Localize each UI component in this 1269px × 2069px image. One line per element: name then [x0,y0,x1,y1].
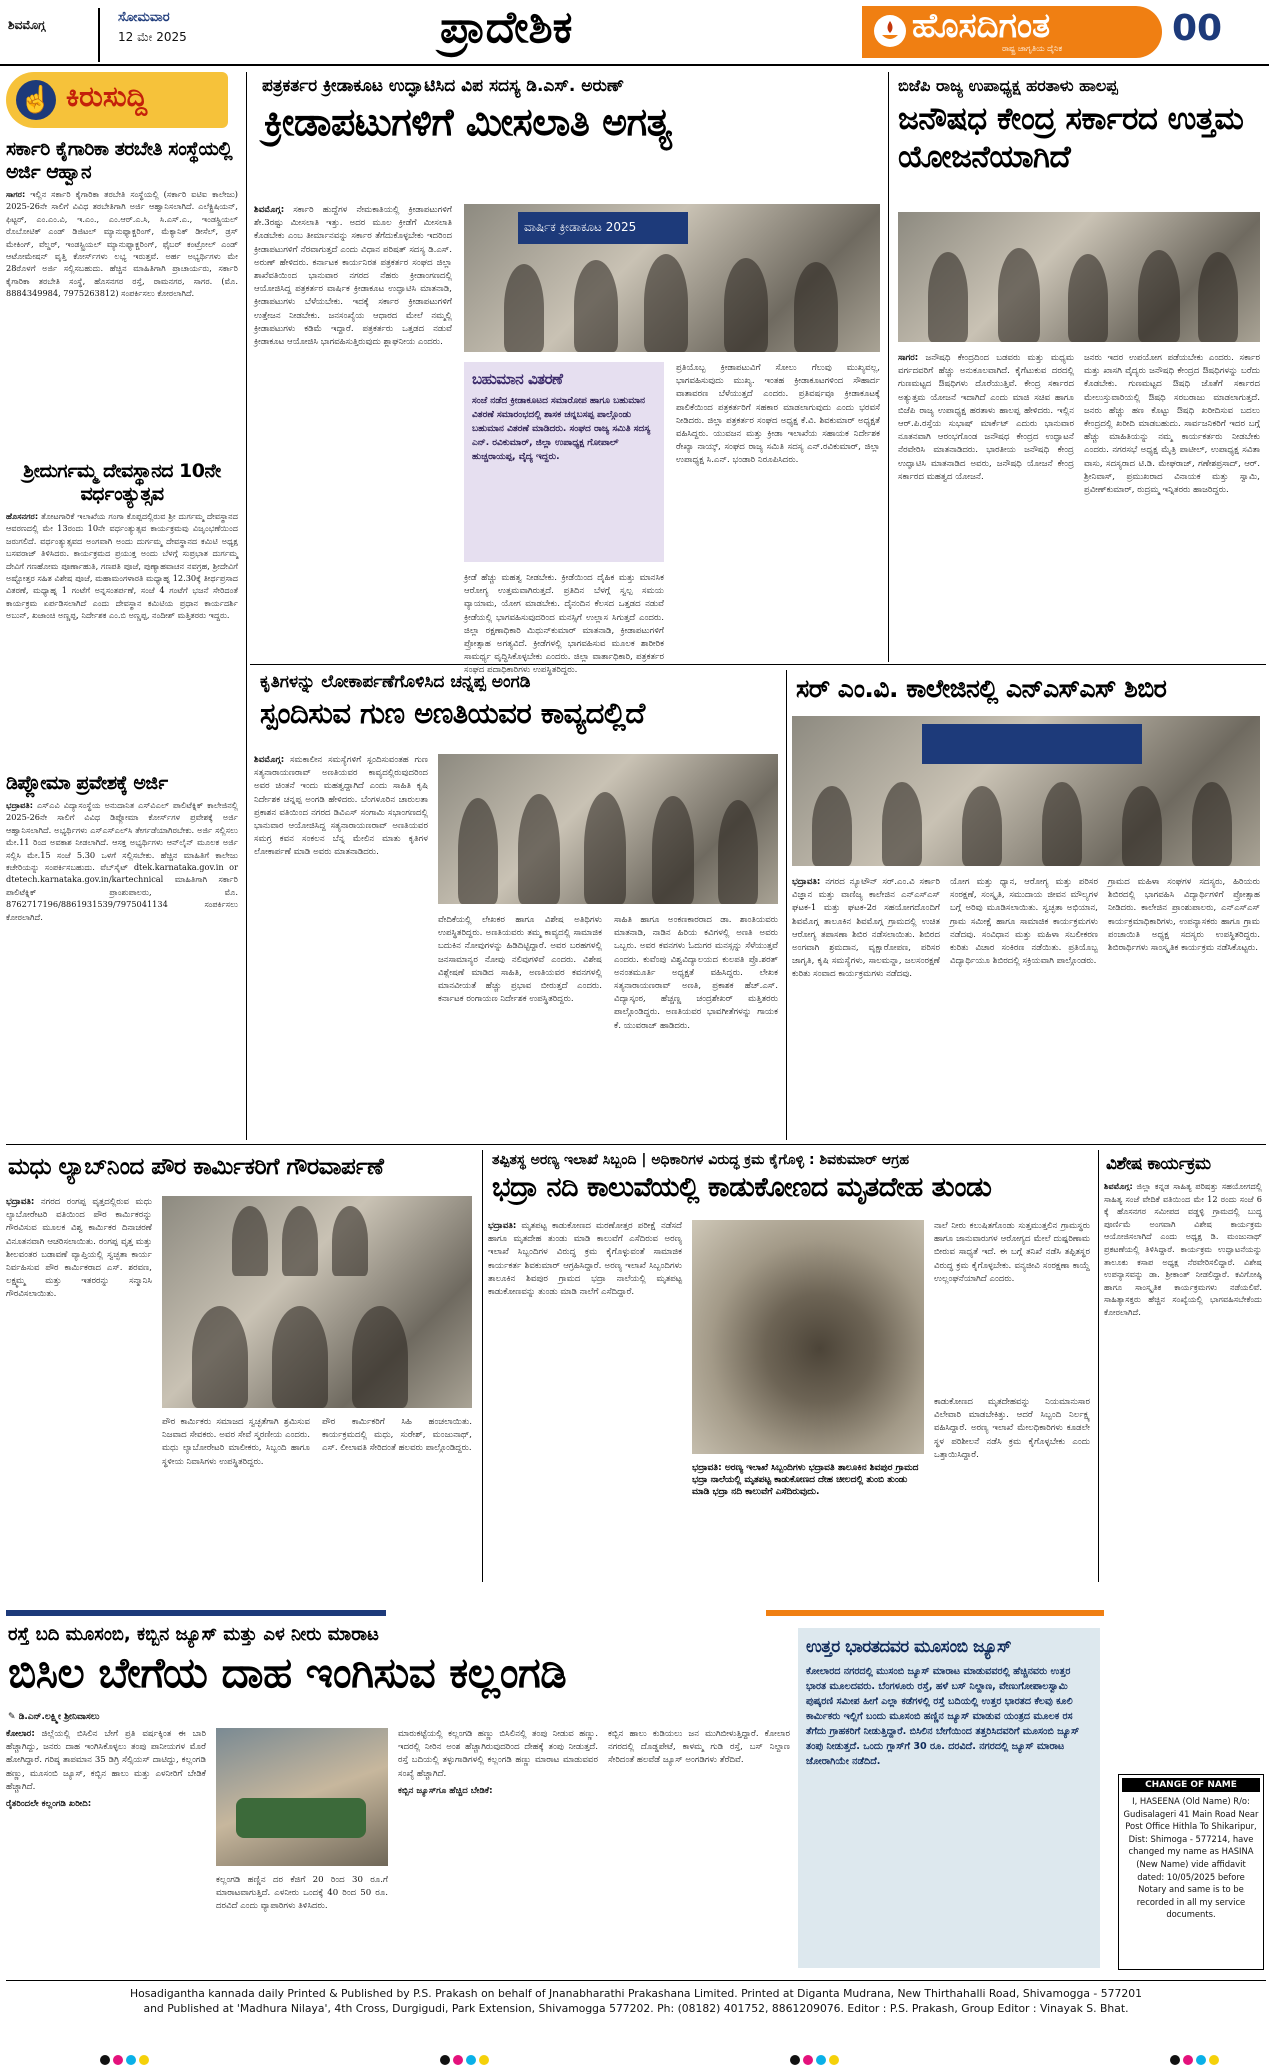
brief-2-dateline: ಹೊಸನಗರ: [6,511,39,521]
brief-1 [6,138,238,300]
story8-col1-text: ಜಿಲ್ಲೆಯಲ್ಲಿ ಬಿಸಿಲಿನ ಬೇಗೆ ಪ್ರತಿ ವರ್ಷಕ್ಕಿಂತ ಈ ಬಾರಿ ಹೆಚ್ಚಾಗಿದ್ದು, ಜನರು ದಾಹ ಇಂಗಿಸಿಕೊಳ್ಳಲು ತಂಪು ಪಾನೀಯಗಳ ಮೊರೆ ಹೋಗಿದ್ದಾರೆ. ಗರಿಷ್ಠ ತಾಪಮಾನ 35 ಡಿಗ್ರಿ ಸೆಲ್ಸಿಯಸ್ ದಾಟಿದ್ದು, ಕಲ್ಲಂಗಡಿ ಹಣ್ಣು, ಮೂಸಂಬಿ ಜ್ಯೂಸ್, ಕಬ್ಬಿನ ಹಾಲು ಮತ್ತು ಎಳನೀರಿಗೆ ಬೇಡಿಕೆ ಹೆಚ್ಚಾಗಿದೆ. [6,1729,206,1792]
lamp-icon [874,15,906,47]
story5-dateline: ಭದ್ರಾವತಿ: [6,1197,35,1207]
page-number: 00 [1172,8,1223,49]
story1-photo [464,204,880,352]
col-rule-3 [786,670,787,1140]
story3-col1 [254,754,428,1138]
sidebox-title: ಉತ್ತರ ಭಾರತದವರ ಮೂಸಂಬಿ ಜ್ಯೂಸ್ [806,1637,1012,1657]
story6-col3: ಕಾಡುಕೋಣದ ಮೃತದೇಹವನ್ನು ನಿಯಮಾನುಸಾರ ವಿಲೇವಾರಿ ಮಾಡಬೇಕಿತ್ತು. ಆದರೆ ಸಿಬ್ಬಂದಿ ನಿರ್ಲಕ್ಷ್ಯ ವಹಿಸಿದ್ದಾರೆ. ಅರಣ್ಯ ಇಲಾಖೆ ಮೇಲಧಿಕಾರಿಗಳು ಕೂಡಲೇ ಸ್ಥಳ ಪರಿಶೀಲನೆ ನಡೆಸಿ ಕ್ರಮ ಕೈಗೊಳ್ಳಬೇಕು ಎಂದು ಒತ್ತಾಯಿಸಿದ್ದಾರೆ. [934,1397,1090,1460]
registration-marks-left [100,2050,152,2069]
story5-col1 [6,1196,152,1576]
col-rule-5 [482,1150,483,1582]
imprint-line1: Hosadigantha kannada daily Printed & Published by P.S. Prakash on behalf of Jnanabharathi Prakashana Limited. Printed at Diganta Mudrana, New Thirthahalli Road, Shivamogga - 577201 [130,1987,1142,2000]
notice-title: CHANGE OF NAME [1122,1778,1260,1792]
imprint-line2: and Published at 'Madhura Nilaya', 4th Cross, Durgigudi, Park Extension, Shivamogga 577202. Ph: (08182) 401752, 8861209076. Editor : P.S. Prakash, Group Editor : Vinayak S. Bhat. [143,2002,1129,2015]
story5-photo [162,1196,472,1408]
story8-kicker: ರಸ್ತೆ ಬದಿ ಮೂಸಂಬಿ, ಕಬ್ಬಿನ ಜ್ಯೂಸ್ ಮತ್ತು ಎಳ ನೀರು ಮಾರಾಟ [8,1624,379,1645]
story-watermelon [6,1622,1104,1974]
story1-dateline: ಶಿವಮೊಗ್ಗ: [254,205,285,215]
brief-1-text: ಇಲ್ಲಿನ ಸರ್ಕಾರಿ ಕೈಗಾರಿಕಾ ತರಬೇತಿ ಸಂಸ್ಥೆಯಲ್ಲಿ (ಸರ್ಕಾರಿ ಐಟಿಐ ಕಾಲೇಜು) 2025-26ನೇ ಸಾಲಿಗೆ ವಿವಿಧ ತರಬೇತಿಗಾಗಿ ಅರ್ಜಿ ಆಹ್ವಾನಿಸಲಾಗಿದೆ. ಎಲೆಕ್ಟ್ರಿಷಿಯನ್, ಫಿಟ್ಟರ್, ಎಂ.ಎಂ.ವಿ, ಇ.ಎಂ., ಎಂ.ಆರ್.ಎ.ಸಿ, ಸಿ.ಎಸ್.ಎ., ಇಂಡಸ್ಟ್ರಿಯಲ್ ರೊಬೋಟಿಕ್ ಎಂಡ್ ಡಿಜಿಟಲ್ ಮ್ಯಾನುಫ್ಯಾಕ್ಚರಿಂಗ್, ಮೆಕ್ಯಾನಿಕ್ ಡೀಸೆಲ್, ಡ್ರಸ್ ಮೇಕಿಂಗ್, ವೆಲ್ಡರ್, ಇಂಡಸ್ಟ್ರಿಯಲ್ ಮ್ಯಾನುಫ್ಯಾಕ್ಚರಿಂಗ್, ಫೈಬರ್ ಕಂಟ್ರೋಲ್ ಎಂಡ್ ಆಟೋಮೇಷನ್ ವೃತ್ತಿ ಕೋರ್ಸ್‌ಗಳು ಲಭ್ಯ ಇರುತ್ತವೆ. ಅರ್ಹ ಅಭ್ಯರ್ಥಿಗಳು ಮೇ 28ರೊಳಗೆ ಅರ್ಜಿ ಸಲ್ಲಿಸಬಹುದು. ಹೆಚ್ಚಿನ ಮಾಹಿತಿಗಾಗಿ ಪ್ರಾಚಾರ್ಯರು, ಸರ್ಕಾರಿ ಕೈಗಾರಿಕಾ ತರಬೇತಿ ಸಂಸ್ಥೆ, ಹೊಸನಗರ ರಸ್ತೆ, ರಾಮನಗರ, ಸಾಗರ. (ಮೊ. 8884349984, 7975263812) ಸಂಪರ್ಕಿಸಲು ಕೋರಲಾಗಿದೆ. [6,189,238,299]
story7-dateline: ಶಿವಮೊಗ್ಗ: [1104,1181,1133,1191]
story5-col2: ಪೌರ ಕಾರ್ಮಿಕರು ಸಮಾಜದ ಸ್ವಚ್ಛತೆಗಾಗಿ ಶ್ರಮಿಸುವ ನಿಜವಾದ ಸೇವಕರು. ಅವರ ಸೇವೆ ಸ್ಮರಣೀಯ ಎಂದರು. ಮಧು ಲ್ಯಾಬೋರೇಟರಿ ಮಾಲೀಕರು, ಸಿಬ್ಬಂದಿ ಹಾಗೂ ಸ್ಥಳೀಯ ನಿವಾಸಿಗಳು ಉಪಸ್ಥಿತರಿದ್ದರು. [162,1417,310,1467]
photo-banner-nss [922,724,1142,764]
story3-headline: ಸ್ಪಂದಿಸುವ ಗುಣ ಅಣತಿಯವರ ಕಾವ್ಯದಲ್ಲಿದೆ [260,696,645,730]
story3-dateline: ಶಿವಮೊಗ್ಗ: [254,755,285,765]
fruit-cart [236,1798,366,1838]
story6-col2: ನಾಲೆ ನೀರು ಕಲುಷಿತಗೊಂಡು ಸುತ್ತಮುತ್ತಲಿನ ಗ್ರಾಮಸ್ಥರು ಹಾಗೂ ಜಾನುವಾರುಗಳ ಆರೋಗ್ಯದ ಮೇಲೆ ದುಷ್ಪರಿಣಾಮ ಬೀರುವ ಸಾಧ್ಯತೆ ಇದೆ. ಈ ಬಗ್ಗೆ ತನಿಖೆ ನಡೆಸಿ ತಪ್ಪಿತಸ್ಥರ ವಿರುದ್ಧ ಕ್ರಮ ಕೈಗೊಳ್ಳಬೇಕು. ವನ್ಯಜೀವಿ ಸಂರಕ್ಷಣಾ ಕಾಯ್ದೆ ಉಲ್ಲಂಘನೆಯಾಗಿದೆ ಎಂದರು. [934,1221,1090,1284]
sidebox-body: ಕೋಲಾರದ ನಗರದಲ್ಲಿ ಮುಸಂಬಿ ಜ್ಯೂಸ್ ಮಾರಾಟ ಮಾಡುವವರಲ್ಲಿ ಹೆಚ್ಚಿನವರು ಉತ್ತರ ಭಾರತ ಮೂಲದವರು. ಬೆಂಗಳೂರು ರಸ್ತೆ, ಹಳೆ ಬಸ್ ನಿಲ್ದಾಣ, ವೇಣುಗೋಪಾಲಸ್ವಾಮಿ ಪುಷ್ಕರಣಿ ಸಮೀಪ ಹೀಗೆ ಎಲ್ಲಾ ಕಡೆಗಳಲ್ಲಿ ರಸ್ತೆ ಬದಿಯಲ್ಲಿ ಉತ್ತರ ಭಾರತದ ಕೆಲವು ಕೂಲಿ ಕಾರ್ಮಿಕರು ಇಲ್ಲಿಗೆ ಬಂದು ಮೂಸಂಬಿ ಹಣ್ಣಿನ ಜ್ಯೂಸ್ ಮಾಡುವ ಯಂತ್ರದ ಮೂಲಕ ರಸ ತೆಗೆದು ಗ್ರಾಹಕರಿಗೆ ನೀಡುತ್ತಿದ್ದಾರೆ. ಬಿಸಿಲಿನ ಬೇಗೆಯಿಂದ ತತ್ತರಿಸಿದವರಿಗೆ ಮೂಸಂಬಿ ಜ್ಯೂಸ್ ತಂಪು ನೀಡುತ್ತದೆ. ಒಂದು ಗ್ಲಾಸ್‌ಗೆ 30 ರೂ. ದರವಿದೆ. ನಗರದಲ್ಲಿ ಜ್ಯೂಸ್ ಮಾರಾಟ ಜೋರಾಗಿಯೇ ನಡೆದಿದೆ. [806,1666,1080,1767]
prize-box-title: ಬಹುಮಾನ ವಿತರಣೆ [472,370,563,388]
story8-col1 [6,1728,206,1968]
masthead-city: ಶಿವಮೊಗ್ಗ [8,18,46,32]
photo-banner [518,212,688,244]
masthead-date: 12 ಮೇ 2025 [118,30,187,44]
story5-col3: ಪೌರ ಕಾರ್ಮಿಕರಿಗೆ ಸಿಹಿ ಹಂಚಲಾಯಿತು. ಕಾರ್ಯಕ್ರಮದಲ್ಲಿ ಮಧು, ಸುರೇಶ್, ಮಂಜುನಾಥ್, ಎಸ್. ಲೀಲಾವತಿ ಸೇರಿದಂತೆ ಹಲವರು ಪಾಲ್ಗೊಂಡಿದ್ದರು. [322,1417,472,1454]
story3-col2: ವೇದಿಕೆಯಲ್ಲಿ ಲೇಖಕರ ಹಾಗೂ ವಿಶೇಷ ಅತಿಥಿಗಳು ಉಪಸ್ಥಿತರಿದ್ದರು. ಅಣತಿಯವರು ತಮ್ಮ ಕಾವ್ಯದಲ್ಲಿ ಸಾಮಾಜಿಕ ಬದುಕಿನ ನೋವುಗಳನ್ನು ಹಿಡಿದಿಟ್ಟಿದ್ದಾರೆ. ಅವರ ಬರಹಗಳಲ್ಲಿ ಜನಸಾಮಾನ್ಯರ ನೋವು ನಲಿವುಗಳಿವೆ ಎಂದರು. ವಿಶೇಷ ವಿಶ್ಲೇಷಣೆ ಮಾಡಿದ ಸಾಹಿತಿ, ಅಣತಿಯವರ ಕವನಗಳಲ್ಲಿ ಮಾನವೀಯತೆ ಹೆಚ್ಚು ಪ್ರಭಾವ ಬೀರುತ್ತದೆ ಎಂದರು. ಕರ್ನಾಟಕ ರಂಗಾಯಣ ನಿರ್ದೇಶಕ ಉಪಸ್ಥಿತರಿದ್ದರು. [438,915,602,1005]
story2-headline: ಜನೌಷಧ ಕೇಂದ್ರ ಸರ್ಕಾರದ ಉತ್ತಮ ಯೋಜನೆಯಾಗಿದೆ [898,101,1244,175]
story6-col1-text: ಮೃತಪಟ್ಟ ಕಾಡುಕೋಣದ ಮರಣೋತ್ತರ ಪರೀಕ್ಷೆ ನಡೆಸದೆ ಹಾಗೂ ಮೃತದೇಹ ತುಂಡು ಮಾಡಿ ಕಾಲುವೆಗೆ ಎಸೆದಿರುವ ಅರಣ್ಯ ಇಲಾಖೆ ಸಿಬ್ಬಂದಿಗಳ ವಿರುದ್ಧ ಕ್ರಮ ಕೈಗೊಳ್ಳುವಂತೆ ಸಾಮಾಜಿಕ ಕಾರ್ಯಕರ್ತ ಶಿವಕುಮಾರ್ ಆಗ್ರಹಿಸಿದ್ದಾರೆ. ಅರಣ್ಯ ಇಲಾಖೆ ಸಿಬ್ಬಂದಿಗಳು ತಾಲೂಕಿನ ಶಿವಪುರ ಗ್ರಾಮದ ಭದ್ರಾ ನಾಲೆಯಲ್ಲಿ ಮೃತಪಟ್ಟ ಕಾಡುಕೋಣವನ್ನು ತುಂಡು ಮಾಡಿ ನಾಲೆಗೆ ಎಸೆದಿದ್ದಾರೆ. [488,1221,682,1298]
brief-2-title: ಶ್ರೀದುರ್ಗಮ್ಮ ದೇವಸ್ಥಾನದ 10ನೇ ವರ್ಧಂತ್ಯುತ್ಸವ [23,460,221,505]
story8-subhead: ಕಬ್ಬಿನ ಜ್ಯೂಸ್‌ಗೂ ಹೆಚ್ಚಿದ ಬೇಡಿಕೆ: [398,1785,493,1796]
story1-kicker: ಪತ್ರಕರ್ತರ ಕ್ರೀಡಾಕೂಟ ಉದ್ಘಾಟಿಸಿದ ವಿಪ ಸದಸ್ಯ ಡಿ.ಎಸ್. ಅರುಣ್ [262,76,625,96]
registration-marks-right [790,2050,842,2069]
prize-box [464,362,664,562]
story4-dateline: ಭದ್ರಾವತಿ: [792,877,821,887]
col-rule-left [246,72,247,1140]
story3-col1-text: ಸಮಕಾಲೀನ ಸಮಸ್ಯೆಗಳಿಗೆ ಸ್ಪಂದಿಸುವಂತಹ ಗುಣ ಸತ್ಯನಾರಾಯಣರಾವ್ ಅಣತಿಯವರ ಕಾವ್ಯದಲ್ಲಿರುವುದರಿಂದ ಅವರ ಚಿಂತನೆ ಇಂದು ಮಹತ್ವದ್ದಾಗಿದೆ ಎಂದು ಸಾಹಿತಿ ಕೃಷಿ ನಿರ್ದೇಶಕ ಚನ್ನಪ್ಪ ಅಂಗಡಿ ಹೇಳಿದರು. ಬೆಂಗಳೂರಿನ ಚಾರುಲತಾ ಪ್ರಕಾಶನ ವತಿಯಿಂದ ನಗರದ ಡಿವಿಎಸ್ ಸಂಗಾಮಿ ಸಭಾಂಗಣದಲ್ಲಿ ಭಾನುವಾರ ಆಯೋಜಿಸಿದ್ದ ಸತ್ಯನಾರಾಯಣರಾವ್ ಅಣತಿಯವರ ಸಮಗ್ರ ಕವನ ಸಂಕಲನ ಬೆನ್ನ ಮೇಲಿನ ಮಾತು ಕೃತಿಗಳ ಲೋಕಾರ್ಪಣೆ ಮಾಡಿ ಅವರು ಮಾತನಾಡಿದರು. [254,755,429,858]
masthead-rule [0,64,1269,66]
brief-2-text: ತೋಟಗಾರಿಕೆ ಇಲಾಖೆಯ ಗಂಗಾ ಕೊಪ್ಪದಲ್ಲಿರುವ ಶ್ರೀ ದುರ್ಗಮ್ಮ ದೇವಸ್ಥಾನದ ಆವರಣದಲ್ಲಿ ಮೇ 13ರಂದು 10ನೇ ವರ್ಧಂತ್ಯುತ್ಸವ ಕಾರ್ಯಕ್ರಮವು ವಿಜೃಂಭಣೆಯಿಂದ ಜರುಗಲಿದೆ. ವರ್ಧಂತ್ಯುತ್ಸವದ ಅಂಗವಾಗಿ ಅಂದು ದುರ್ಗಮ್ಮ ದೇವಸ್ಥಾನದ ಕಮಿಟಿ ಅಧ್ಯಕ್ಷ ಬಸವರಾಜ್ ತಿಳಿಸಿದರು. ಕಾರ್ಯಕ್ರಮದ ಪ್ರಯುಕ್ತ ಅಂದು ಬೆಳಗ್ಗೆ ಸುಪ್ರಭಾತ ದುರ್ಗಮ್ಮ ದೇವಿಗೆ ಗಣಹೋಮ ಪೂರ್ಣಾಹುತಿ, ಗಣಪತಿ ಪೂಜೆ, ಪುಣ್ಯಾಹವಾಚನ ನವಗ್ರಹ, ಶ್ರೀದೇವಿಗೆ ಅಷ್ಟೋತ್ತರ ಸಹಿತ ವಿಶೇಷ ಪೂಜೆ, ಮಹಾಮಂಗಳಾರತಿ ಮಧ್ಯಾಹ್ನ 12.30ಕ್ಕೆ ತೀರ್ಥಪ್ರಸಾದ ವಿತರಣೆ, ಮಧ್ಯಾಹ್ನ 1 ಗಂಟೆಗೆ ಅನ್ನಸಂತರ್ಪಣೆ, ಸಂಜೆ 4 ಗಂಟೆಗೆ ಭಜನೆ ಸೇರಿದಂತೆ ಕಾರ್ಯಕ್ರಮ ಏರ್ಪಡಿಸಲಾಗಿದೆ ಎಂದು ದೇವಸ್ಥಾನ ಕಮಿಟಿಯ ಪ್ರಧಾನ ಕಾರ್ಯದರ್ಶಿ ಅಬುನ್, ಖಜಾಂಚಿ ಅಣ್ಣಪ್ಪ, ನಿರ್ದೇಶಕ ಎಂ.ಬಿ ಅಣ್ಣಪ್ಪ, ನಂದೀಶ್ ಮತ್ತಿತರರು ಇದ್ದರು. [6,511,238,621]
story3-col3: ಸಾಹಿತಿ ಹಾಗೂ ಅಂಕಣಕಾರರಾದ ಡಾ. ಶಾಂತಿಯವರು ಮಾತನಾಡಿ, ನಾಡಿನ ಹಿರಿಯ ಕವಿಗಳಲ್ಲಿ ಅಣತಿ ಅವರು ಒಬ್ಬರು. ಅವರ ಕವನಗಳು ಓದುಗರ ಮನಸ್ಸನ್ನು ಸೆಳೆಯುತ್ತವೆ ಎಂದರು. ಕುವೆಂಪು ವಿಶ್ವವಿದ್ಯಾಲಯದ ಕುಲಪತಿ ಪ್ರೊ.ಶರತ್ ಅನಂತಮೂರ್ತಿ ಅಧ್ಯಕ್ಷತೆ ವಹಿಸಿದ್ದರು. ಲೇಖಕ ಸತ್ಯನಾರಾಯಣರಾವ್ ಅಣತಿ, ಪ್ರಕಾಶಕ ಹೆಚ್.ಎಸ್. ವಿದ್ಯಾಸ್ಕಂಠ, ಹೆಚ್ಚಣ್ಣ ಚಂದ್ರಶೇಖರ್ ಮತ್ತಿತರರು ಪಾಲ್ಗೊಂಡಿದ್ದರು. ಅಣತಿಯವರ ಭಾವಗೀತೆಗಳನ್ನು ಗಾಯಕ ಕೆ. ಯುವರಾಜ್ ಹಾಡಿದರು. [614,915,778,1031]
story8-col3: ಕಬ್ಬಿನ ಹಾಲು ಕುಡಿಯಲು ಜನ ಮುಗಿಬೀಳುತ್ತಿದ್ದಾರೆ. ಕೋಲಾರ ನಗರದಲ್ಲಿ ದೊಡ್ಡಪೇಟೆ, ಕಾಳಮ್ಮ ಗುಡಿ ರಸ್ತೆ, ಬಸ್ ನಿಲ್ದಾಣ ಸೇರಿದಂತೆ ಹಲವೆಡೆ ಜ್ಯೂಸ್ ಅಂಗಡಿಗಳು ತೆರೆದಿವೆ. [608,1729,790,1766]
row-rule-2 [6,1144,1266,1145]
story6-photo [692,1220,924,1454]
story1-col2: ಕ್ರೀಡೆ ಹೆಚ್ಚು ಮಹತ್ವ ನೀಡಬೇಕು. ಕ್ರೀಡೆಯಿಂದ ದೈಹಿಕ ಮತ್ತು ಮಾನಸಿಕ ಆರೋಗ್ಯ ಉತ್ತಮವಾಗಿರುತ್ತದೆ. ಪ್ರತಿದಿನ ಬೆಳಗ್ಗೆ ಸ್ವಲ್ಪ ಸಮಯ ವ್ಯಾಯಾಮ, ಯೋಗ ಮಾಡಬೇಕು. ದೈನಂದಿನ ಕೆಲಸದ ಒತ್ತಡದ ನಡುವೆ ಕ್ರೀಡೆಯಲ್ಲಿ ಭಾಗವಹಿಸುವುದರಿಂದ ಮನಸ್ಸಿಗೆ ಉಲ್ಲಾಸ ಸಿಗುತ್ತದೆ ಎಂದರು. ಜಿಲ್ಲಾ ರಕ್ಷಣಾಧಿಕಾರಿ ಮಿಥುನ್‌ಕುಮಾರ್ ಮಾತನಾಡಿ, ಕ್ರೀಡಾಪಟುಗಳಿಗೆ ಪ್ರೋತ್ಸಾಹ ಅಗತ್ಯವಿದೆ. ಕ್ರೀಡೆಗಳಲ್ಲಿ ಭಾಗವಹಿಸುವ ಮೂಲಕ ಶಾರೀರಿಕ ಸಾಮರ್ಥ್ಯ ವೃದ್ಧಿಸಿಕೊಳ್ಳಬೇಕು ಎಂದರು. ಜಿಲ್ಲಾ ವಾರ್ತಾಧಿಕಾರಿ, ಪತ್ರಕರ್ತರ ಸಂಘದ ಪದಾಧಿಕಾರಿಗಳು ಉಪಸ್ಥಿತರಿದ್ದರು. [464,573,664,676]
story2-kicker: ಬಿಜೆಪಿ ರಾಜ್ಯ ಉಪಾಧ್ಯಕ್ಷ ಹರತಾಳು ಹಾಲಪ್ಪ [898,76,1118,95]
brief-1-title: ಸರ್ಕಾರಿ ಕೈಗಾರಿಕಾ ತರಬೇತಿ ಸಂಸ್ಥೆಯಲ್ಲಿ ಅರ್ಜಿ ಆಹ್ವಾನ [6,138,233,183]
pen-icon: ✎ [8,1712,19,1722]
paper-flag [862,6,1162,58]
brief-3-title: ಡಿಪ್ಲೋಮಾ ಪ್ರವೇಶಕ್ಕೆ ಅರ್ಜಿ [6,772,168,794]
story1-col1 [254,204,452,644]
registration-marks-mid [440,2050,492,2069]
story3-kicker: ಕೃತಿಗಳನ್ನು ಲೋಕಾರ್ಪಣೆಗೊಳಿಸಿದ ಚನ್ನಪ್ಪ ಅಂಗಡಿ [260,672,531,692]
story4-headline: ಸರ್ ಎಂ.ವಿ. ಕಾಲೇಜಿನಲ್ಲಿ ಎನ್‌ಎಸ್‌ಎಸ್ ಶಿಬಿರ [796,674,1167,703]
story1-headline: ಕ್ರೀಡಾಪಟುಗಳಿಗೆ ಮೀಸಲಾತಿ ಅಗತ್ಯ [264,100,672,144]
story8-dateline: ಕೋಲಾರ: [6,1729,35,1739]
story4-col2: ಯೋಗ ಮತ್ತು ಧ್ಯಾನ, ಆರೋಗ್ಯ ಮತ್ತು ಪರಿಸರ ಸಂರಕ್ಷಣೆ, ಸಂಸ್ಕೃತಿ, ಸಮುದಾಯ ಜೀವನ ಮೌಲ್ಯಗಳ ಬಗ್ಗೆ ಅರಿವು ಮೂಡಿಸಲಾಯಿತು. ಸ್ವಚ್ಛತಾ ಅಭಿಯಾನ, ಗ್ರಾಮ ಸಮೀಕ್ಷೆ ಹಾಗೂ ಸಾಮಾಜಿಕ ಕಾರ್ಯಕ್ರಮಗಳು ನಡೆದವು. ಸಂವಿಧಾನ ಮತ್ತು ಮಹಿಳಾ ಸಬಲೀಕರಣ ಕುರಿತು ವಿಚಾರ ಸಂಕಿರಣ ನಡೆಯಿತು. ಪ್ರತಿಯೊಬ್ಬ ವಿದ್ಯಾರ್ಥಿಯೂ ಶಿಬಿರದಲ್ಲಿ ಸಕ್ರಿಯವಾಗಿ ಪಾಲ್ಗೊಂಡರು. [950,877,1098,967]
story4-photo [792,716,1260,866]
story8-byline [8,1712,99,1722]
story-book-release [254,670,782,1140]
masthead-divider [98,8,100,62]
section-stripe [6,1610,1104,1616]
story1-col3: ಪ್ರತಿಯೊಬ್ಬ ಕ್ರೀಡಾಪಟುವಿಗೆ ಸೋಲು ಗೆಲುವು ಮುಖ್ಯವಲ್ಲ, ಭಾಗವಹಿಸುವುದು ಮುಖ್ಯ. ಇಂತಹ ಕ್ರೀಡಾಕೂಟಗಳಿಂದ ಸೌಹಾರ್ದ ವಾತಾವರಣ ಬೆಳೆಯುತ್ತದೆ ಎಂದರು. ಪ್ರತಿವರ್ಷವೂ ಕ್ರೀಡಾಕೂಟಕ್ಕೆ ಪಾಲಿಕೆಯಿಂದ ಪತ್ರಕರ್ತರಿಗೆ ಸಹಕಾರ ಮಾಡಲಾಗುವುದು ಎಂದು ಭರವಸೆ ನೀಡಿದರು. ಜಿಲ್ಲಾ ಪತ್ರಕರ್ತರ ಸಂಘದ ಅಧ್ಯಕ್ಷ ಕೆ.ವಿ. ಶಿವಕುಮಾರ್ ಅಧ್ಯಕ್ಷತೆ ವಹಿಸಿದ್ದರು. ಯುವಜನ ಮತ್ತು ಕ್ರೀಡಾ ಇಲಾಖೆಯ ಸಹಾಯಕ ನಿರ್ದೇಶಕ ರೇಖ್ಯಾ ನಾಯ್ಕ್, ಸಂಘದ ರಾಜ್ಯ ಸಮಿತಿ ಸದಸ್ಯ ಎನ್.ರವಿಕುಮಾರ್, ಜಿಲ್ಲಾ ಉಪಾಧ್ಯಕ್ಷ ಸಿ.ಎನ್. ಭಂಡಾರಿ ನಿರೂಪಿಸಿದರು. [676,363,880,466]
story2-photo [898,212,1260,342]
story6-headline: ಭದ್ರಾ ನದಿ ಕಾಲುವೆಯಲ್ಲಿ ಕಾಡುಕೋಣದ ಮೃತದೇಹ ತುಂಡು [492,1172,992,1203]
story3-photo [438,754,778,904]
masthead-day: ಸೋಮವಾರ [118,10,170,25]
kirusuddi-section [6,72,242,1140]
prize-box-body: ಸಂಜೆ ನಡೆದ ಕ್ರೀಡಾಕೂಟದ ಸಮಾರೋಪ ಹಾಗೂ ಬಹುಮಾನ ವಿತರಣೆ ಸಮಾರಂಭದಲ್ಲಿ ಶಾಸಕ ಚನ್ನಬಸಪ್ಪ ಪಾಲ್ಗೊಂಡು ಬಹುಮಾನ ವಿತರಣೆ ಮಾಡಿದರು. ಸಂಘದ ರಾಜ್ಯ ಸಮಿತಿ ಸದಸ್ಯ ಎನ್. ರವಿಕುಮಾರ್, ಜಿಲ್ಲಾ ಉಪಾಧ್ಯಕ್ಷ ಗೋಪಾಲ್ ಹುಚ್ಚರಾಯಪ್ಪ, ವೈದ್ಯ ಇದ್ದರು. [472,396,651,462]
brief-3-dateline: ಭದ್ರಾವತಿ: [6,800,34,810]
row-rule-1 [250,664,1266,665]
paper-tagline: ರಾಷ್ಟ್ರ ಜಾಗೃತಿಯ ದೈನಿಕ [1002,44,1063,53]
story6-dateline: ಭದ್ರಾವತಿ: [488,1221,517,1231]
story-special-program [1104,1150,1264,1790]
story2-col2: ಜನರು ಇದರ ಉಪಯೋಗ ಪಡೆಯಬೇಕು ಎಂದರು. ಸರ್ಕಾರ ಮತ್ತು ಖಾಸಗಿ ವೈದ್ಯರು ಜನೌಷಧಿ ಕೇಂದ್ರದ ಔಷಧಿಗಳನ್ನು ಬರೆದು ಕೊಡಬೇಕು. ಗುಣಮಟ್ಟದ ಔಷಧಿ ಜೊತೆಗೆ ಸರ್ಕಾರದ ಮೇಲುಸ್ತುವಾರಿಯಲ್ಲಿ ಔಷಧಿ ಸರಬರಾಜು ಮಾಡಲಾಗುತ್ತದೆ. ಜನರು ಹೆಚ್ಚು ಹಣ ಕೊಟ್ಟು ಔಷಧಿ ಖರೀದಿಸುವ ಬದಲು ಕೇಂದ್ರದಲ್ಲಿ ಖರೀದಿ ಮಾಡಬಹುದು. ಸಾರ್ವಜನಿಕರಿಗೆ ಇದರ ಬಗ್ಗೆ ಹೆಚ್ಚು ಮಾಹಿತಿಯನ್ನು ನಮ್ಮ ಕಾರ್ಯಕರ್ತರು ನೀಡಬೇಕು ಎಂದರು. ನಗರಸಭೆ ಅಧ್ಯಕ್ಷ ಮೈತ್ರಿ ಪಾಟೀಲ್, ಉಪಾಧ್ಯಕ್ಷ ಸವಿತಾ ವಾಸು, ಸದಸ್ಯರಾದ ಟಿ.ಡಿ. ಮೇಘರಾಜ್, ಗಣೇಶಪ್ರಸಾದ್, ಆರ್. ಶ್ರೀನಿವಾಸ್, ಪ್ರಮುಖರಾದ ವಿನಾಯಕ ಮತ್ತು ಸ್ವಾಮಿ, ಪ್ರವೀಣ್‌ಕುಮಾರ್, ರುದ್ರಮ್ಮ ಇನ್ನಿತರರು ಹಾಜರಿದ್ದರು. [1084,353,1260,496]
brief-3-body [6,799,238,923]
kirusuddi-badge [6,72,228,128]
story7-text: ಜಿಲ್ಲಾ ಕನ್ನಡ ಸಾಹಿತ್ಯ ಪರಿಷತ್ತು ಸಹಯೋಗದಲ್ಲಿ ಸಾಹಿತ್ಯ ಸಂಜೆ ವೇದಿಕೆ ವತಿಯಿಂದ ಮೇ 12 ರಂದು ಸಂಜೆ 6 ಕ್ಕೆ ಹೊಸನಗರ ಸಮೀಪದ ವಡ್ಡಳ್ಳಿ ಗ್ರಾಮದಲ್ಲಿ ಬುದ್ಧ ಪೂರ್ಣಿಮೆ ಅಂಗವಾಗಿ ವಿಶೇಷ ಕಾರ್ಯಕ್ರಮ ಆಯೋಜಿಸಲಾಗಿದೆ ಎಂದು ಅಧ್ಯಕ್ಷ ಡಿ. ಮಂಜುನಾಥ್ ಪ್ರಕಟಣೆಯಲ್ಲಿ ತಿಳಿಸಿದ್ದಾರೆ. ಕಾರ್ಯಕ್ರಮ ಉದ್ಘಾಟನೆಯನ್ನು ತಾಲೂಕು ಕಸಾಪ ಅಧ್ಯಕ್ಷ ನೆರವೇರಿಸಲಿದ್ದಾರೆ. ವಿಶೇಷ ಉಪನ್ಯಾಸವನ್ನು ಡಾ. ಶ್ರೀಕಾಂತ್ ನೀಡಲಿದ್ದಾರೆ. ಕವಿಗೋಷ್ಠಿ ಹಾಗೂ ಸಾಂಸ್ಕೃತಿಕ ಕಾರ್ಯಕ್ರಮಗಳು ನಡೆಯಲಿವೆ. ಸಾಹಿತ್ಯಾಸಕ್ತರು ಹೆಚ್ಚಿನ ಸಂಖ್ಯೆಯಲ್ಲಿ ಭಾಗವಹಿಸಬೇಕೆಂದು ಕೋರಲಾಗಿದೆ. [1104,1181,1262,1317]
notice-body: I, HASEENA (Old Name) R/o: Gudisalageri 41 Main Road Near Post Office Hithla To Shikaripur, Dist: Shimoga - 577214, have changed my name as HASINA (New Name) vide affidavit dated: 10/05/2025 before Notary and same is to be recorded in all my service documents. [1123,1796,1259,1920]
story4-col1 [792,876,940,1138]
story2-col1-text: ಜನೌಷಧಿ ಕೇಂದ್ರದಿಂದ ಬಡವರು ಮತ್ತು ಮಧ್ಯಮ ವರ್ಗದವರಿಗೆ ಹೆಚ್ಚು ಅನುಕೂಲವಾಗಿದೆ. ಕೈಗೆಟುಕುವ ದರದಲ್ಲಿ ಗುಣಮಟ್ಟದ ಔಷಧಿಗಳು ದೊರೆಯುತ್ತಿವೆ. ಕೇಂದ್ರ ಸರ್ಕಾರದ ಅತ್ಯುತ್ತಮ ಯೋಜನೆ ಇದಾಗಿದೆ ಎಂದು ಮಾಜಿ ಸಚಿವ ಹಾಗೂ ಬಿಜೆಪಿ ರಾಜ್ಯ ಉಪಾಧ್ಯಕ್ಷ ಹರತಾಳು ಹಾಲಪ್ಪ ಹೇಳಿದರು. ಇಲ್ಲಿನ ಆರ್.ಪಿ.ರಸ್ತೆಯ ಸುಭಾಷ್ ಮಾರ್ಕೆಟ್ ಎದುರು ಭಾನುವಾರ ನೂತನವಾಗಿ ಆರಂಭಗೊಂಡ ಜನೌಷಧ ಕೇಂದ್ರದ ಉದ್ಘಾಟನೆ ನೆರವೇರಿಸಿ ಮಾತನಾಡಿದರು. ಭಾರತೀಯ ಜನೌಷಧಿ ಕೇಂದ್ರ ಉದ್ಘಾಟಿಸಿ ಮಾತನಾಡಿದ ಅವರು, ಜನೌಷಧಿ ಯೋಜನೆ ಕೇಂದ್ರ ಸರ್ಕಾರದ ಮಹತ್ವದ ಯೋಜನೆ. [898,353,1074,482]
col-rule-mid [888,72,889,662]
story6-col1 [488,1220,682,1576]
brief-2-body [6,510,238,622]
registration-marks-far-right [1170,2050,1222,2069]
story7-headline: ವಿಶೇಷ ಕಾರ್ಯಕ್ರಮ [1106,1154,1211,1174]
story8-subhead2: ರೈತರಿಂದಲೇ ಕಲ್ಲಂಗಡಿ ಖರೀದಿ: [6,1799,92,1810]
imprint-rule [6,1980,1266,1981]
story-janaushadhi [894,72,1264,662]
imprint [6,1986,1266,2016]
brief-1-body [6,188,238,300]
kirusuddi-label: ಕಿರುಸುದ್ದಿ [66,80,148,113]
story-madhu-lab [6,1150,476,1582]
story2-dateline: ಸಾಗರ: [898,353,919,363]
juice-sidebox [798,1628,1100,1968]
story8-headline: ಬಿಸಿಲ ಬೇಗೆಯ ದಾಹ ಇಂಗಿಸುವ ಕಲ್ಲಂಗಡಿ [8,1648,567,1697]
paper-name: ಹೊಸದಿಗಂತ [912,6,1051,46]
story6-kicker: ತಪ್ಪಿತಸ್ಥ ಅರಣ್ಯ ಇಲಾಖೆ ಸಿಬ್ಬಂದಿ | ಅಧಿಕಾರಿಗಳ ವಿರುದ್ಧ ಕ್ರಮ ಕೈಗೊಳ್ಳಿ : ಶಿವಕುಮಾರ್ ಆಗ್ರಹ [492,1152,910,1168]
story-bison-carcass [488,1150,1094,1582]
story2-col1 [898,352,1074,652]
story8-byline-text: ಡಿ.ಎನ್.ಲಕ್ಷ್ಮೀ ಶ್ರೀನಿವಾಸಲು [18,1712,100,1722]
story4-col3: ಗ್ರಾಮದ ಮಹಿಳಾ ಸಂಘಗಳ ಸದಸ್ಯರು, ಹಿರಿಯರು ಶಿಬಿರದಲ್ಲಿ ಭಾಗವಹಿಸಿ ವಿದ್ಯಾರ್ಥಿಗಳಿಗೆ ಪ್ರೋತ್ಸಾಹ ನೀಡಿದರು. ಕಾಲೇಜಿನ ಪ್ರಾಂಶುಪಾಲರು, ಎನ್‌ಎಸ್‌ಎಸ್ ಕಾರ್ಯಕ್ರಮಾಧಿಕಾರಿಗಳು, ಉಪನ್ಯಾಸಕರು ಹಾಗೂ ಗ್ರಾಮ ಪಂಚಾಯಿತಿ ಅಧ್ಯಕ್ಷ ಸದಸ್ಯರು ಉಪಸ್ಥಿತರಿದ್ದರು. ಶಿಬಿರಾರ್ಥಿಗಳು ಸಾಂಸ್ಕೃತಿಕ ಕಾರ್ಯಕ್ರಮ ನಡೆಸಿಕೊಟ್ಟರು. [1108,877,1260,954]
section-title: ಪ್ರಾದೇಶಿಕ [440,2,573,53]
story4-col1-text: ನಗರದ ನ್ಯೂಟೌನ್ ಸರ್.ಎಂ.ವಿ ಸರ್ಕಾರಿ ವಿಜ್ಞಾನ ಮತ್ತು ವಾಣಿಜ್ಯ ಕಾಲೇಜಿನ ಎನ್‌ಎಸ್‌ಎಸ್ ಘಟಕ-1 ಮತ್ತು ಘಟಕ-2ರ ಸಹಯೋಗದೊಂದಿಗೆ ಶಿವಮೊಗ್ಗ ತಾಲೂಕಿನ ಶಿವಮೊಗ್ಗ ಗ್ರಾಮದಲ್ಲಿ ಉಚಿತ ಆರೋಗ್ಯ ತಪಾಸಣಾ ಶಿಬಿರ ನಡೆಸಲಾಯಿತು. ಶಿಬಿರದ ಅಂಗವಾಗಿ ಶ್ರಮದಾನ, ವೃಕ್ಷಾರೋಪಣ, ಪರಿಸರ ಜಾಗೃತಿ, ಕೃಷಿ ಸಮಸ್ಯೆಗಳು, ಸಾಲಮನ್ನಾ, ಜಲಸಂರಕ್ಷಣೆ ಕುರಿತು ಸಂವಾದ ಕಾರ್ಯಕ್ರಮಗಳು ನಡೆದವು. [792,877,940,980]
story7-body [1104,1180,1262,1788]
story8-col2 [398,1728,598,1968]
story-sports-meet [254,72,884,676]
brief-1-dateline: ಸಾಗರ: [6,189,26,199]
brief-3 [6,772,238,923]
story8-photo [216,1728,388,1866]
masthead [0,0,1269,70]
change-of-name-notice [1118,1774,1264,1970]
hand-icon: ☝ [16,80,56,120]
story5-col1-text: ನಗರದ ರಂಗಪ್ಪ ವೃತ್ತದಲ್ಲಿರುವ ಮಧು ಲ್ಯಾಬೋರೇಟರಿ ವತಿಯಿಂದ ಪೌರ ಕಾರ್ಮಿಕರನ್ನು ಗೌರವಿಸುವ ಮೂಲಕ ವಿಶ್ವ ಕಾರ್ಮಿಕರ ದಿನಾಚರಣೆ ವಿನೂತನವಾಗಿ ಆಚರಿಸಲಾಯಿತು. ರಂಗಪ್ಪ ವೃತ್ತ ಮತ್ತು ಶೀಲವಂತರ ಬಡಾವಣೆ ವ್ಯಾಪ್ತಿಯಲ್ಲಿ ಸ್ವಚ್ಛತಾ ಕಾರ್ಯ ನಿರ್ವಹಿಸುವ ಪೌರ ಕಾರ್ಮಿಕರಾದ ಎಸ್. ಶರವಣ, ಲಕ್ಷ್ಮಮ್ಮ ಮತ್ತು ಇತರರನ್ನು ಸನ್ಮಾನಿಸಿ ಗೌರವಿಸಲಾಯಿತು. [6,1197,152,1300]
story8-col2-text: ಮಾರುಕಟ್ಟೆಯಲ್ಲಿ ಕಲ್ಲಂಗಡಿ ಹಣ್ಣು ಬಿಸಿಲಿನಲ್ಲಿ ತಂಪು ನೀಡುವ ಹಣ್ಣು. ಇದರಲ್ಲಿ ನೀರಿನ ಅಂಶ ಹೆಚ್ಚಾಗಿರುವುದರಿಂದ ದೇಹಕ್ಕೆ ತಂಪು ನೀಡುತ್ತದೆ. ರಸ್ತೆ ಬದಿಯಲ್ಲಿ ತಳ್ಳುಗಾಡಿಗಳಲ್ಲಿ ಕಲ್ಲಂಗಡಿ ಹಣ್ಣು ಮಾರಾಟ ಮಾಡುವವರ ಸಂಖ್ಯೆ ಹೆಚ್ಚಾಗಿದೆ. [398,1729,598,1779]
col-rule-6 [1098,1150,1099,1582]
brief-3-text: ಎಸ್‌ಎವಿ ವಿದ್ಯಾಸಂಸ್ಥೆಯ ಅನುದಾನಿತ ಎಸ್‌ವಿಎಲ್ ಪಾಲಿಟೆಕ್ನಿಕ್ ಕಾಲೇಜಿನಲ್ಲಿ 2025-26ನೇ ಸಾಲಿಗೆ ವಿವಿಧ ಡಿಪ್ಲೋಮಾ ಕೋರ್ಸ್‌ಗಳ ಪ್ರವೇಶಕ್ಕೆ ಅರ್ಜಿ ಆಹ್ವಾನಿಸಲಾಗಿದೆ. ಅಭ್ಯರ್ಥಿಗಳು ಎಸ್‌ಎಸ್‌ಎಲ್‌ಸಿ ತೇರ್ಗಡೆಯಾಗಿರಬೇಕು. ಅರ್ಜಿ ಸಲ್ಲಿಸಲು ಮೇ.11 ರಿಂದ ಅವಕಾಶ ನೀಡಲಾಗಿದೆ. ಆಸಕ್ತ ಅಭ್ಯರ್ಥಿಗಳು ಆನ್‌ಲೈನ್ ಮೂಲಕ ಅರ್ಜಿ ಸಲ್ಲಿಸಿ ಮೇ.15 ಸಂಜೆ 5.30 ಒಳಗೆ ಸಲ್ಲಿಸಬೇಕು. ಹೆಚ್ಚಿನ ಮಾಹಿತಿಗೆ ಕಾಲೇಜು ಕಚೇರಿಯನ್ನು ಸಂಪರ್ಕಿಸಬಹುದು. ವೆಬ್‌ಸೈಟ್ dtek.karnataka.gov.in or dtetech.karnataka.gov.in/kartechnical ಮಾಹಿತಿಗಾಗಿ ಸರ್ಕಾರಿ ಪಾಲಿಟೆಕ್ನಿಕ್ ಪ್ರಾಂಶುಪಾಲರು, ಮೊ. 8762717196/8861931539/7975041134 ಸಂಪರ್ಕಿಸಲು ಕೋರಲಾಗಿದೆ. [6,800,238,922]
story1-col1-text: ಸರ್ಕಾರಿ ಹುದ್ದೆಗಳ ನೇಮಕಾತಿಯಲ್ಲಿ ಕ್ರೀಡಾಪಟುಗಳಿಗೆ ಶೇ.3ರಷ್ಟು ಮೀಸಲಾತಿ ಇತ್ತು. ಅದರ ಮೂಲ ಕ್ರೀಡೆಗೆ ಮೀಸಲಾತಿ ಕೊಡಬೇಕು ಎಂಬ ತೀರ್ಮಾನವನ್ನು ಸರ್ಕಾರ ತೆಗೆದುಕೊಳ್ಳಬೇಕು ಇದರಿಂದ ಕ್ರೀಡಾಪಟುಗಳಿಗೆ ನೆರವಾಗುತ್ತದೆ ಎಂದು ವಿಧಾನ ಪರಿಷತ್ ಸದಸ್ಯ ಡಿ.ಎಸ್. ಅರುಣ್ ಹೇಳಿದರು. ಕರ್ನಾಟಕ ಕಾರ್ಯನಿರತ ಪತ್ರಕರ್ತರ ಸಂಘದ ಜಿಲ್ಲಾ ಶಾಖೆವತಿಯಿಂದ ಭಾನುವಾರ ನಗರದ ನೆಹರು ಕ್ರೀಡಾಂಗಣದಲ್ಲಿ ಆಯೋಜಿಸಿದ್ದ ಪತ್ರಕರ್ತರ ವಾರ್ಷಿಕ ಕ್ರೀಡಾಕೂಟ ಉದ್ಘಾಟಿಸಿ ಮಾತನಾಡಿ, ಕ್ರೀಡಾಪಟುಗಳು ಬೆಳೆಯಬೇಕು. ಇದಕ್ಕೆ ಸರ್ಕಾರ ಕ್ರೀಡಾಪಟುಗಳಿಗೆ ಉತ್ತೇಜನ ನೀಡಬೇಕು. ಜನಸಂಖ್ಯೆಯ ಆಧಾರದ ಮೇಲೆ ನಮ್ಮಲ್ಲಿ ಕ್ರೀಡಾಪಟುಗಳು ಕಡಿಮೆ ಇದ್ದಾರೆ. ಪತ್ರಕರ್ತರು ಒತ್ತಡದ ನಡುವೆ ಕ್ರೀಡಾಕೂಟ ಆಯೋಜಿಸಿ ಭಾಗವಹಿಸುತ್ತಿರುವುದು ಶ್ಲಾಘನೀಯ ಎಂದರು. [254,205,452,348]
story5-headline: ಮಧು ಲ್ಯಾಬ್‌ನಿಂದ ಪೌರ ಕಾರ್ಮಿಕರಿಗೆ ಗೌರವಾರ್ಪಣೆ [8,1154,384,1180]
photo-banner-text: ವಾರ್ಷಿಕ ಕ್ರೀಡಾಕೂಟ 2025 [524,220,637,234]
brief-2 [6,460,238,622]
story-nss-camp [792,670,1264,1140]
story8-col1b: ಕಲ್ಲಂಗಡಿ ಹಣ್ಣಿನ ದರ ಕೆಜಿಗೆ 20 ರಿಂದ 30 ರೂ.ಗೆ ಮಾರಾಟವಾಗುತ್ತಿದೆ. ಎಳನೀರು ಒಂದಕ್ಕೆ 40 ರಿಂದ 50 ರೂ. ದರವಿದೆ ಎಂದು ವ್ಯಾಪಾರಿಗಳು ತಿಳಿಸಿದರು. [216,1875,388,1912]
story6-photo-caption: ಭದ್ರಾವತಿ: ಅರಣ್ಯ ಇಲಾಖೆ ಸಿಬ್ಬಂದಿಗಳು ಭದ್ರಾವತಿ ತಾಲೂಕಿನ ಶಿವಪುರ ಗ್ರಾಮದ ಭದ್ರಾ ನಾಲೆಯಲ್ಲಿ ಮೃತಪಟ್ಟ ಕಾಡುಕೋಣದ ದೇಹ ಚೀಲದಲ್ಲಿ ತುಂಬಿ ತುಂಡು ಮಾಡಿ ಭದ್ರಾ ನದಿ ಕಾಲುವೆಗೆ ಎಸೆದಿರುವುದು. [692,1463,919,1497]
